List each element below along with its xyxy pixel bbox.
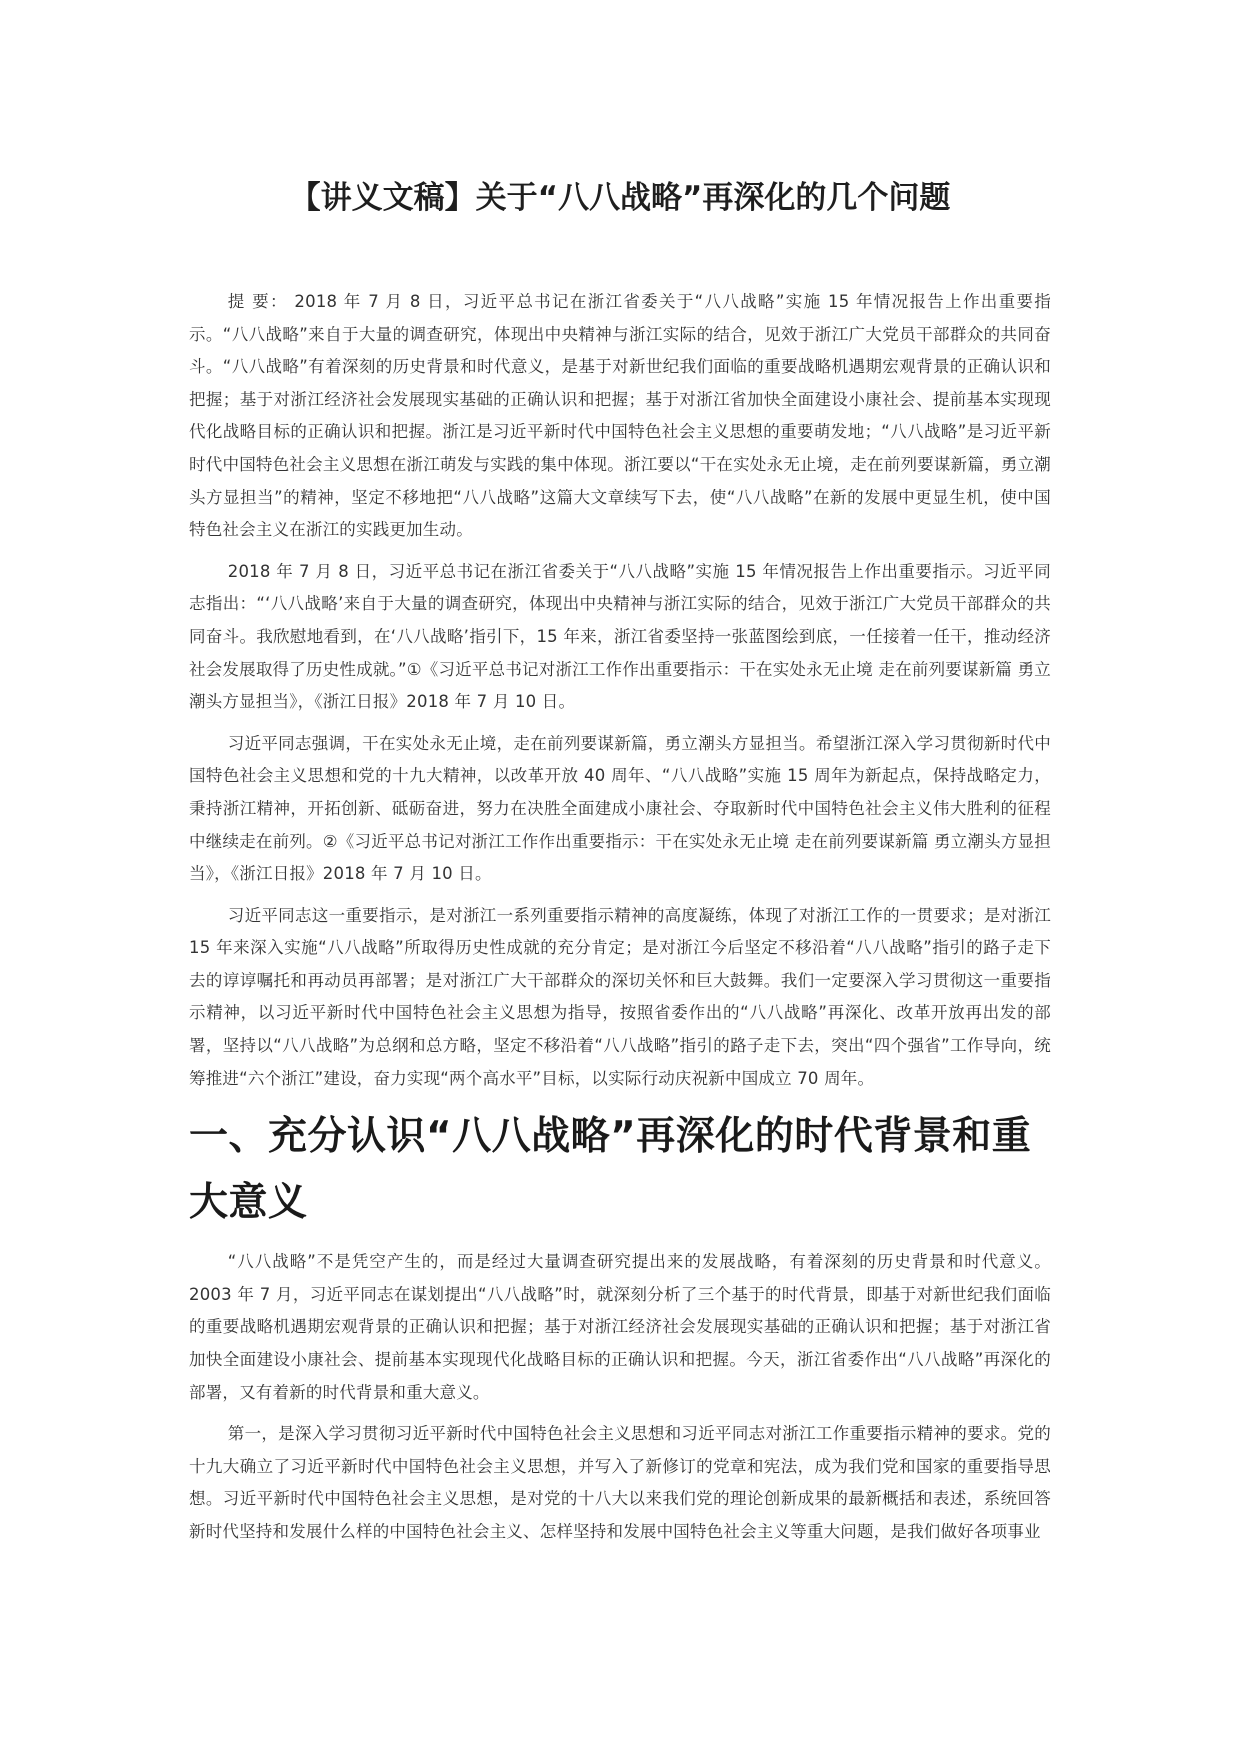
- body-paragraph: 习近平同志这一重要指示，是对浙江一系列重要指示精神的高度凝练，体现了对浙江工作的一贯要求；是对浙江 15 年来深入实施“八八战略”所取得历史性成就的充分肯定；是对浙江今后坚定不移沿着“八八战略”指引的路子走下去的谆谆嘱托和再动员再部署；是对浙江广大干部群众的深切关怀和巨大鼓舞。我们一定要深入学习贯彻这一重要指示精神，以习近平新时代中国特色社会主义思想为指导，按照省委作出的“八八战略”再深化、改革开放再出发的部署，坚持以“八八战略”为总纲和总方略，坚定不移沿着“八八战略”指引的路子走下去，突出“四个强省”工作导向，统筹推进“六个浙江”建设，奋力实现“两个高水平”目标，以实际行动庆祝新中国成立 70 周年。: [189, 905, 1051, 1088]
- body-paragraph: “八八战略”不是凭空产生的，而是经过大量调查研究提出来的发展战略，有着深刻的历史背景和时代意义。2003 年 7 月，习近平同志在谋划提出“八八战略”时，就深刻分析了三个基于的时代背景，即基于对新世纪我们面临的重要战略机遇期宏观背景的正确认识和把握；基于对浙江经济社会发展现实基础的正确认识和把握；基于对浙江省加快全面建设小康社会、提前基本实现现代化战略目标的正确认识和把握。今天，浙江省委作出“八八战略”再深化的部署，又有着新的时代背景和重大意义。: [189, 1252, 1051, 1402]
- body-paragraph: 习近平同志强调，干在实处永无止境，走在前列要谋新篇，勇立潮头方显担当。希望浙江深入学习贯彻新时代中国特色社会主义思想和党的十九大精神，以改革开放 40 周年、“八八战略”实施 15 周年为新起点，保持战略定力，秉持浙江精神，开拓创新、砥砺奋进，努力在决胜全面建成小康社会、夺取新时代中国特色社会主义伟大胜利的征程中继续走在前列。②《习近平总书记对浙江工作作出重要指示：干在实处永无止境 走在前列要谋新篇 勇立潮头方显担当》，《浙江日报》2018 年 7 月 10 日。: [189, 733, 1051, 884]
- abstract-paragraph: 提 要： 2018 年 7 月 8 日，习近平总书记在浙江省委关于“八八战略”实施 15 年情况报告上作出重要指示。“八八战略”来自于大量的调查研究，体现出中央精神与浙江实际的结合，见效于浙江广大党员干部群众的共同奋斗。“八八战略”有着深刻的历史背景和时代意义，是基于对新世纪我们面临的重要战略机遇期宏观背景的正确认识和把握；基于对浙江经济社会发展现实基础的正确认识和把握；基于对浙江省加快全面建设小康社会、提前基本实现现代化战略目标的正确认识和把握。浙江是习近平新时代中国特色社会主义思想的重要萌发地；“八八战略”是习近平新时代中国特色社会主义思想在浙江萌发与实践的集中体现。浙江要以“干在实处永无止境，走在前列要谋新篇，勇立潮头方显担当”的精神，坚定不移地把“八八战略”这篇大文章续写下去，使“八八战略”在新的发展中更显生机，使中国特色社会主义在浙江的实践更加生动。: [189, 292, 1051, 540]
- document-body: [189, 286, 1051, 1558]
- document-title: 【讲义文稿】关于“八八战略”再深化的几个问题: [289, 180, 951, 216]
- body-paragraph: 第一，是深入学习贯彻习近平新时代中国特色社会主义思想和习近平同志对浙江工作重要指示精神的要求。党的十九大确立了习近平新时代中国特色社会主义思想，并写入了新修订的党章和宪法，成为我们党和国家的重要指导思想。习近平新时代中国特色社会主义思想，是对党的十八大以来我们党的理论创新成果的最新概括和表述，系统回答新时代坚持和发展什么样的中国特色社会主义、怎样坚持和发展中国特色社会主义等重大问题，是我们做好各项事业: [189, 1424, 1051, 1541]
- body-paragraph: 2018 年 7 月 8 日，习近平总书记在浙江省委关于“八八战略”实施 15 年情况报告上作出重要指示。习近平同志指出：“‘八八战略’来自于大量的调查研究，体现出中央精神与浙江实际的结合，见效于浙江广大党员干部群众的共同奋斗。我欣慰地看到，在‘八八战略’指引下，15 年来，浙江省委坚持一张蓝图绘到底，一任接着一任干，推动经济社会发展取得了历史性成就。”①《习近平总书记对浙江工作作出重要指示：干在实处永无止境 走在前列要谋新篇 勇立潮头方显担当》，《浙江日报》2018 年 7 月 10 日。: [189, 561, 1051, 712]
- section-heading: 一、充分认识“八八战略”再深化的时代背景和重大意义: [189, 1114, 1032, 1226]
